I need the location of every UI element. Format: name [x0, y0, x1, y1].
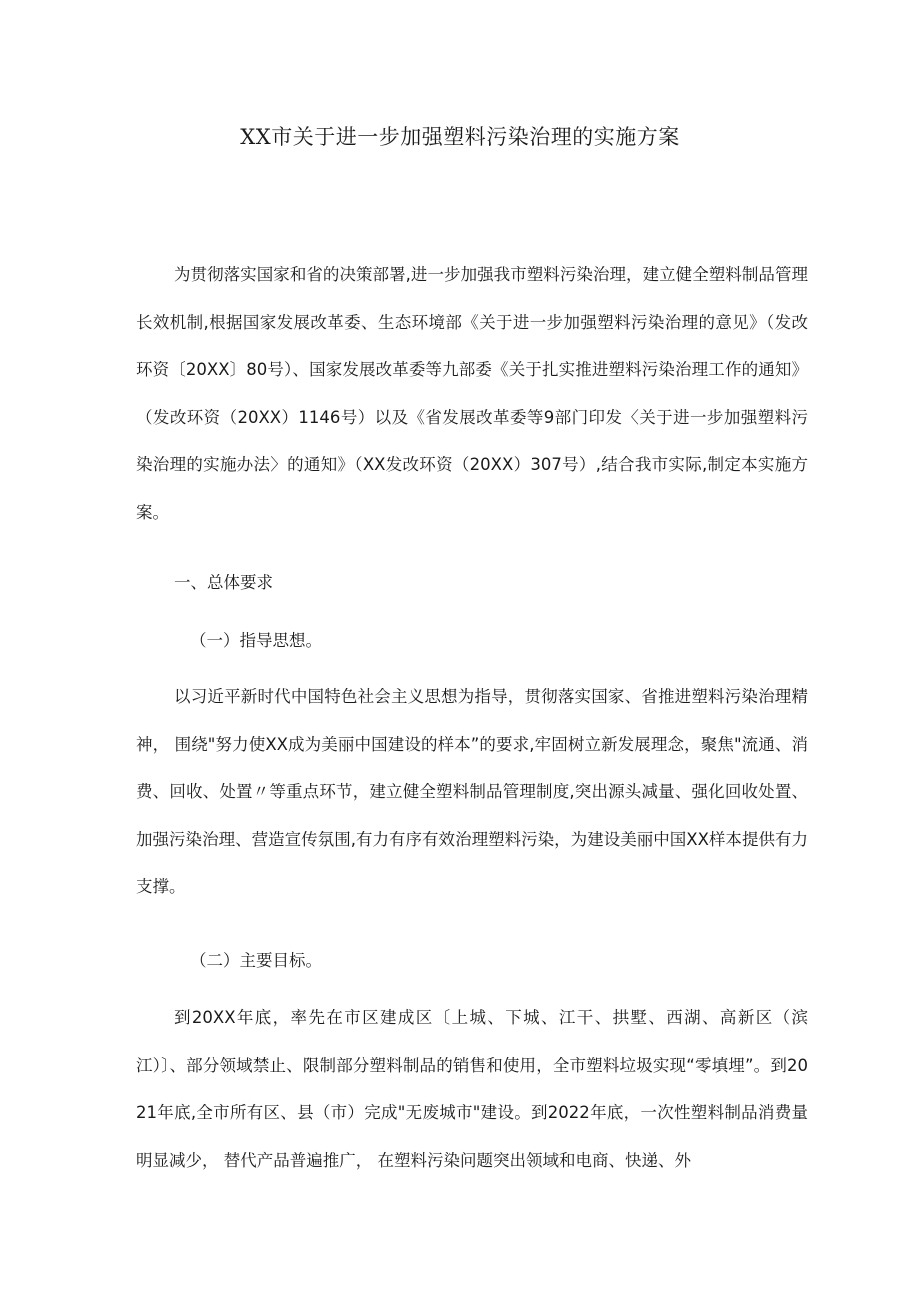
- subsection-heading-guiding-ideology: （一）指导思想。: [190, 631, 322, 650]
- main-targets-paragraph: 到20XX年底，率先在市区建成区〔上城、下城、江干、拱墅、西湖、高新区（滨江）〕、部分领域禁止、限制部分塑料制品的销售和使用，全市塑料垃圾实现“零填埋”。到2021年底,全市所有区、县（市）完成"无废城市"建设。到2022年底，一次性塑料制品消费量明显减少， 替代产品普遍推广， 在塑料污染问题突出领域和电商、快递、外: [136, 1008, 808, 1170]
- subsection-heading-main-targets: （二）主要目标。: [190, 951, 322, 970]
- document-title: XX市关于进一步加强塑料污染治理的实施方案: [240, 125, 680, 149]
- section-heading-overall-requirements: 一、总体要求: [174, 573, 273, 592]
- guiding-ideology-paragraph: 以习近平新时代中国特色社会主义思想为指导，贯彻落实国家、省推进塑料污染治理精神， 围绕"努力使XX成为美丽中国建设的样本”的要求,牢固树立新发展理念，聚焦"流通、消费、回收、处置〃等重点环节，建立健全塑料制品管理制度,突出源头减量、强化回收处置、加强污染治理、营造宣传氛围,有力有序有效治理塑料污染，为建设美丽中国XX样本提供有力支撑。: [136, 687, 808, 896]
- intro-paragraph: 为贯彻落实国家和省的决策部署,进一步加强我市塑料污染治理，建立健全塑料制品管理长效机制,根据国家发展改革委、生态环境部《关于进一步加强塑料污染治理的意见》（发改环资〔20XX〕80号）、国家发展改革委等九部委《关于扎实推进塑料污染治理工作的通知》（发改环资（20XX）1146号）以及《省发展改革委等9部门印发〈关于进一步加强塑料污染治理的实施办法〉的通知》（XX发改环资（20XX）307号）,结合我市实际,制定本实施方案。: [136, 265, 808, 522]
